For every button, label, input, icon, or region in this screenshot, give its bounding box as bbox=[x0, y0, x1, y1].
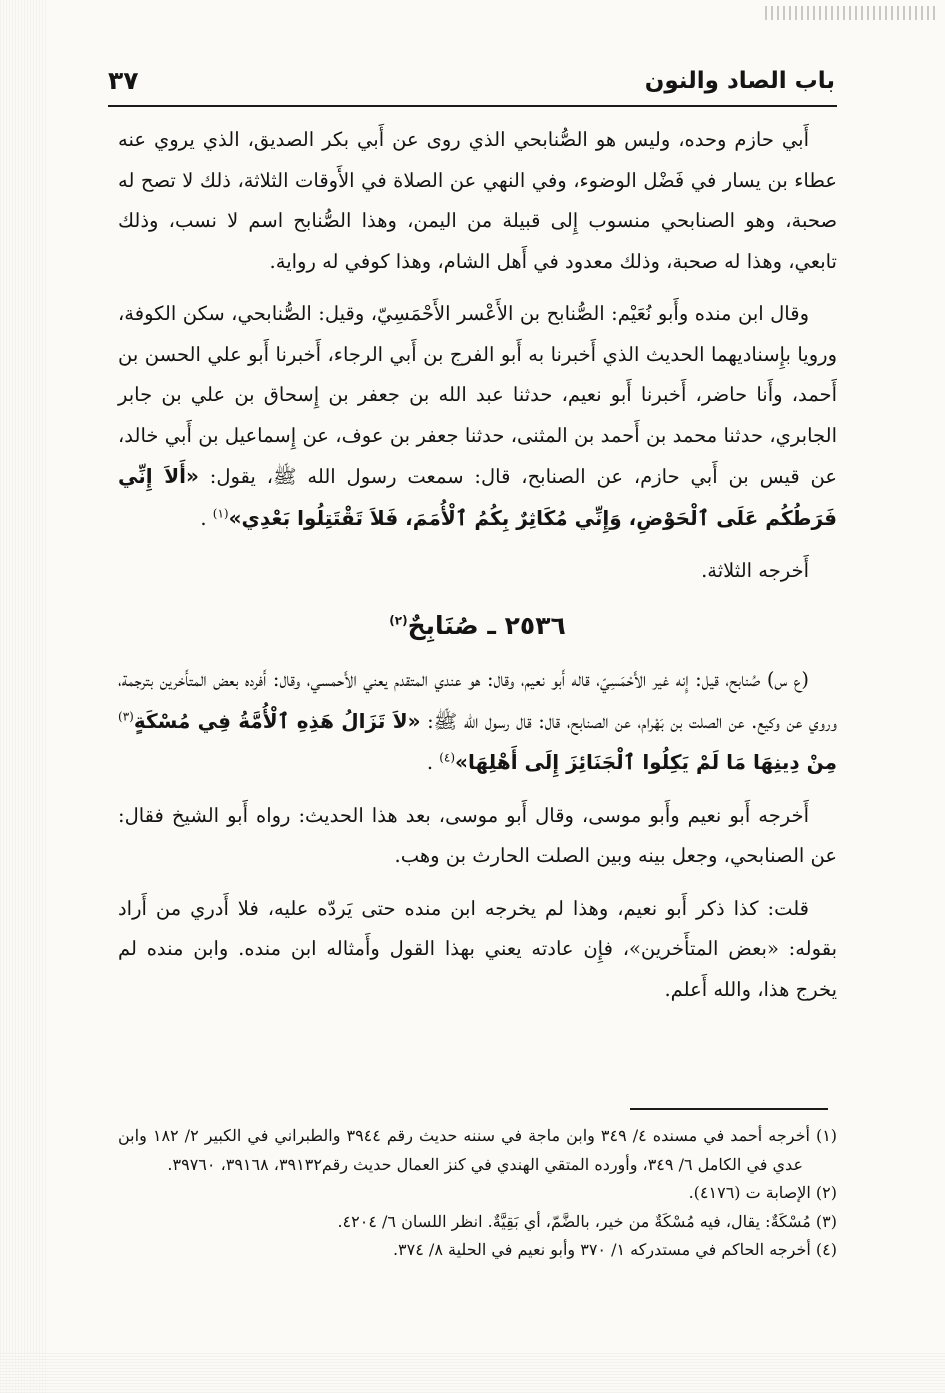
footnote-1: (١) أخرجه أحمد في مسنده ٤/ ٣٤٩ وابن ماجة في سننه حديث رقم ٣٩٤٤ والطبراني في الكبير ٢/ ١٨٢ وابن عدي في الكامل ٦/ ٣٤٩، وأورده المتقي الهندي في كنز العمال حديث رقم٣٩١٣٢، ٣٩١٦٨، ٣٩٧٦٠. bbox=[118, 1126, 838, 1174]
footnote-ref-2: (٢) bbox=[389, 613, 408, 628]
running-header bbox=[108, 68, 835, 104]
footnote-4: (٤) أخرجه الحاكم في مستدركه ١/ ٣٧٠ وأبو نعيم في الحلية ٨/ ٣٧٤. bbox=[392, 1240, 837, 1259]
hadith-quote-1: «أَلاَ إِنِّي فَرَطُكُم عَلَى ٱلْحَوْضِ، وَإِنِّي مُكَاثِرٌ بِكُمُ ٱلْأُمَمَ، فَلاَ تَقْتَتِلُوا بَعْدِي» bbox=[118, 464, 837, 530]
hadith-quote-2a: «لاَ تَزَالُ هَذِهِ ٱلْأُمَّةُ فِي مُسْكَةٍ bbox=[133, 708, 421, 733]
page-edge-scan-bottom bbox=[0, 1353, 945, 1393]
paragraph-2 bbox=[118, 294, 837, 539]
main-text bbox=[118, 120, 837, 1022]
top-ornament bbox=[765, 6, 935, 20]
footnotes bbox=[118, 1122, 837, 1265]
entry-heading bbox=[118, 606, 837, 647]
hadith-quote-2b: مِنْ دِينِهَا مَا لَمْ يَكِلُوا ٱلْجَنَائِزَ إِلَى أَهْلِهَا» bbox=[455, 750, 837, 774]
footnote-2: (٢) الإصابة ت (٤١٧٦). bbox=[688, 1183, 837, 1202]
paragraph-4-text: (ع س) صُنابح، قيل: إِنه غير الأَحْمَسِيّ، قاله أَبو نعيم، وقال: هو عندي المتقدم يعني الأَحمسي، وقال: أَفرده بعض المتأَخرين بترجمة، وروي عن وكيع. عن الصلت بن بَهْرام، عن الصنابح، قال: قال رسول الله ﷺ: bbox=[118, 668, 837, 733]
paragraph-4-end: . bbox=[426, 751, 440, 774]
paragraph-4 bbox=[118, 660, 837, 784]
chapter-title: باب الصاد والنون bbox=[644, 68, 835, 94]
footnote-separator bbox=[630, 1108, 828, 1110]
page-edge-scan-left bbox=[0, 0, 48, 1393]
footnote-ref-3: (٣) bbox=[118, 709, 134, 723]
paragraph-6: قلت: كذا ذكر أَبو نعيم، وهذا لم يخرجه ابن منده حتى يَردّه عليه، فلا أَدري من أَراد بقوله: «بعض المتأَخرين»، فإِن عادته يعني بهذا القول وأَمثاله ابن منده. وابن منده لم يخرج هذا، والله أَعلم. bbox=[118, 896, 837, 1001]
paragraph-2-text: وقال ابن منده وأَبو نُعَيْم: الصُّنابح بن الأَعْسر الأَحْمَسِيّ، وقيل: الصُّنابحي، سكن الكوفة، ورويا بإِسناديهما الحديث الذي أَخبرنا به أَبو الفرج بن أَبي الرجاء، أَخبرنا أَبو علي الحسن بن أَحمد، وأَنا حاضر، أَخبرنا أَبو نعيم، حدثنا عبد الله بن جعفر بن إِسحاق بن علي بن جابر الجابري، حدثنا محمد بن أَحمد بن المثنى، حدثنا جعفر بن عوف، عن إِسماعيل بن أَبي خالد، عن قيس بن أَبي حازم، عن الصنابح، قال: سمعت رسول الله ﷺ، يقول: bbox=[118, 302, 837, 488]
page-number: ٣٧ bbox=[108, 66, 139, 95]
footnote-ref-4: (٤) bbox=[439, 750, 456, 765]
footnote-ref-1: (١) bbox=[212, 506, 229, 520]
footnote-3: (٣) مُسْكَةٌ: يقال، فيه مُسْكَةٌ من خير، بالضَّمّ، أي بَقِيَّةٌ. انظر اللسان ٦/ ٤٢٠٤. bbox=[337, 1211, 837, 1231]
paragraph-1: أَبي حازم وحده، وليس هو الصُّنابحي الذي روى عن أَبي بكر الصديق، الذي يروي عنه عطاء بن يسار في فَضْل الوضوء، وفي النهي عن الصلاة في الأَوقات الثلاثة، ذلك لا تصح له صحبة، وهو الصنابحي منسوب إِلى قبيلة من اليمن، وهذا الصُّنابح اسم لا نسب، وذلك تابعي، وهذا له صحبة، وذلك معدود في أَهل الشام، وهذا كوفي له رواية. bbox=[118, 128, 837, 273]
header-rule bbox=[108, 105, 837, 107]
paragraph-5: أَخرجه أَبو نعيم وأَبو موسى، وقال أَبو موسى، بعد هذا الحديث: رواه أَبو الشيخ فقال: عن الصنابحي، وجعل بينه وبين الصلت الحارث بن وهب. bbox=[118, 803, 837, 867]
paragraph-3: أَخرجه الثلاثة. bbox=[701, 559, 809, 582]
paragraph-2-end: . bbox=[200, 506, 213, 530]
entry-heading-text: ٢٥٣٦ ـ صُنَابِحٌ bbox=[407, 610, 566, 640]
